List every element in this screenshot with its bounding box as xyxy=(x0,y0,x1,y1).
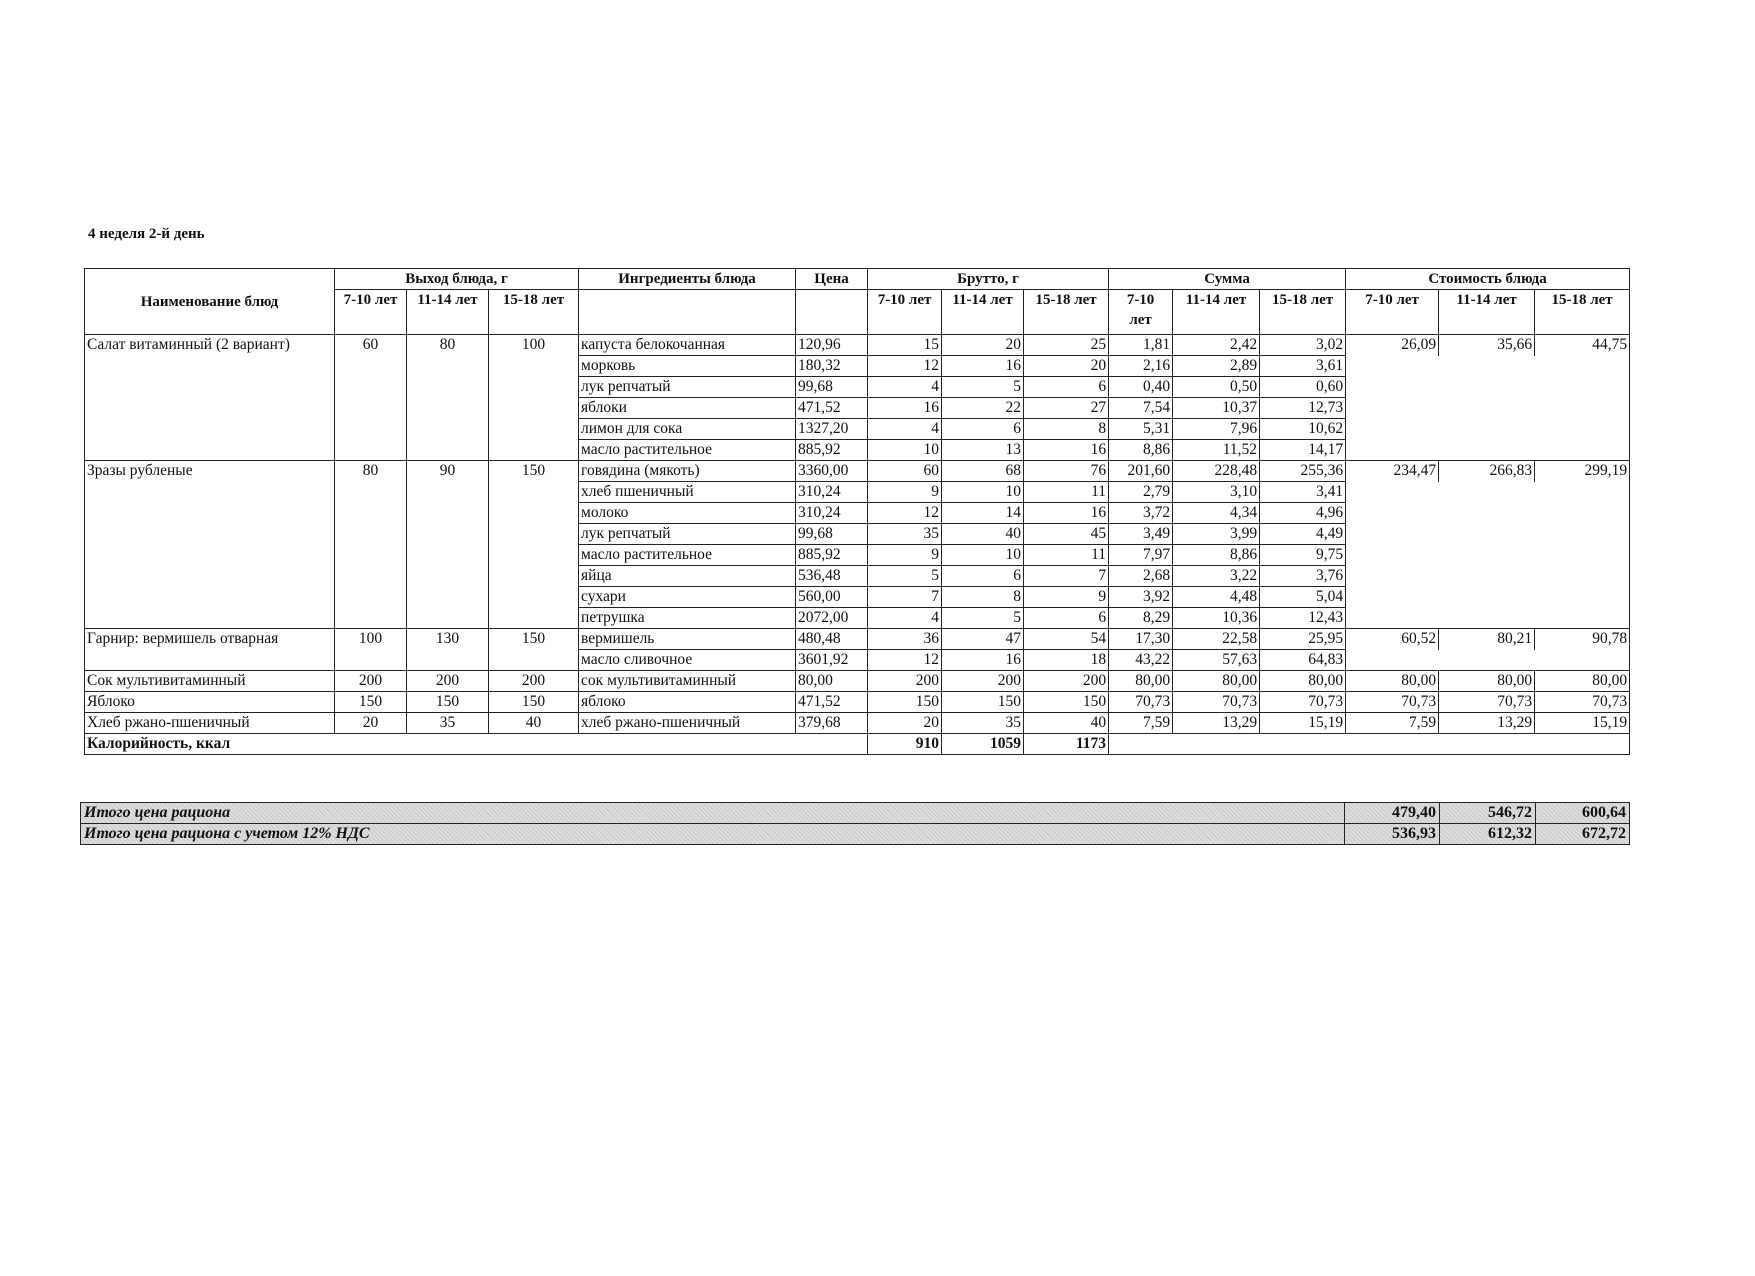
brutto-age2: 8 xyxy=(942,587,1024,608)
brutto-age1: 35 xyxy=(868,524,942,545)
ingredient-name: сухари xyxy=(579,587,796,608)
dish-cost-age1: 7,59 xyxy=(1346,713,1439,734)
ingredient-price: 3360,00 xyxy=(796,461,868,482)
dish-cost-age3: 80,00 xyxy=(1535,671,1630,692)
dish-row xyxy=(85,692,1630,713)
sum-age3: 10,62 xyxy=(1260,419,1346,440)
brutto-age1: 16 xyxy=(868,398,942,419)
sum-age1: 2,68 xyxy=(1109,566,1173,587)
sum-age2: 2,42 xyxy=(1173,335,1260,356)
dish-output-age2: 200 xyxy=(407,671,489,692)
sum-age1: 3,49 xyxy=(1109,524,1173,545)
brutto-age3: 7 xyxy=(1024,566,1109,587)
dish-cost-age2: 80,21 xyxy=(1439,629,1535,650)
ingredient-name: лук репчатый xyxy=(579,524,796,545)
brutto-age3: 6 xyxy=(1024,608,1109,629)
sum-age3: 9,75 xyxy=(1260,545,1346,566)
brutto-age2: 6 xyxy=(942,566,1024,587)
sum-age3: 3,76 xyxy=(1260,566,1346,587)
ingredient-name: яблоки xyxy=(579,398,796,419)
dish-output-age2: 90 xyxy=(407,461,489,629)
sum-age2: 13,29 xyxy=(1173,713,1260,734)
col-header-cost-age1: 7-10 лет xyxy=(1346,290,1439,335)
sum-age3: 3,61 xyxy=(1260,356,1346,377)
brutto-age2: 14 xyxy=(942,503,1024,524)
total-vat-age1: 536,93 xyxy=(1345,824,1440,845)
dish-output-age1: 80 xyxy=(335,461,407,629)
brutto-age3: 150 xyxy=(1024,692,1109,713)
header-row-groups xyxy=(85,269,1630,290)
brutto-age2: 13 xyxy=(942,440,1024,461)
dish-cost-age2: 13,29 xyxy=(1439,713,1535,734)
brutto-age3: 11 xyxy=(1024,482,1109,503)
ingredient-name: яйца xyxy=(579,566,796,587)
sum-age3: 3,41 xyxy=(1260,482,1346,503)
sum-age3: 64,83 xyxy=(1260,650,1346,671)
col-header-cost-age3: 15-18 лет xyxy=(1535,290,1630,335)
dish-cost-age3: 90,78 xyxy=(1535,629,1630,650)
dish-name: Сок мультивитаминный xyxy=(85,671,335,692)
col-group-output: Выход блюда, г xyxy=(335,269,579,290)
ingredient-price: 536,48 xyxy=(796,566,868,587)
brutto-age2: 40 xyxy=(942,524,1024,545)
sum-age3: 25,95 xyxy=(1260,629,1346,650)
col-header-price-blank xyxy=(796,290,868,335)
brutto-age1: 150 xyxy=(868,692,942,713)
sum-age2: 70,73 xyxy=(1173,692,1260,713)
ingredient-price: 99,68 xyxy=(796,524,868,545)
sum-age2: 3,99 xyxy=(1173,524,1260,545)
calories-row xyxy=(85,734,1630,755)
ingredient-price: 3601,92 xyxy=(796,650,868,671)
brutto-age1: 36 xyxy=(868,629,942,650)
total-age2: 546,72 xyxy=(1440,803,1536,824)
ingredient-price: 1327,20 xyxy=(796,419,868,440)
brutto-age3: 54 xyxy=(1024,629,1109,650)
dish-output-age3: 150 xyxy=(489,461,579,629)
sum-age2: 22,58 xyxy=(1173,629,1260,650)
brutto-age2: 10 xyxy=(942,482,1024,503)
dish-name: Салат витаминный (2 вариант) xyxy=(85,335,335,461)
col-header-sum-age1-line2: лет xyxy=(1129,312,1152,328)
brutto-age3: 45 xyxy=(1024,524,1109,545)
ingredient-name: масло растительное xyxy=(579,545,796,566)
sum-age2: 7,96 xyxy=(1173,419,1260,440)
col-header-brutto-age2: 11-14 лет xyxy=(942,290,1024,335)
col-header-output-age3: 15-18 лет xyxy=(489,290,579,335)
ingredient-price: 120,96 xyxy=(796,335,868,356)
dish-output-age2: 80 xyxy=(407,335,489,461)
brutto-age1: 9 xyxy=(868,545,942,566)
col-group-cost: Стоимость блюда xyxy=(1346,269,1630,290)
ingredient-name: лук репчатый xyxy=(579,377,796,398)
brutto-age1: 200 xyxy=(868,671,942,692)
dish-output-age1: 200 xyxy=(335,671,407,692)
dish-cost-blank xyxy=(1346,650,1630,671)
brutto-age2: 47 xyxy=(942,629,1024,650)
sum-age2: 4,48 xyxy=(1173,587,1260,608)
dish-output-age1: 60 xyxy=(335,335,407,461)
sum-age1: 8,29 xyxy=(1109,608,1173,629)
col-header-brutto-age3: 15-18 лет xyxy=(1024,290,1109,335)
brutto-age2: 150 xyxy=(942,692,1024,713)
dish-output-age1: 20 xyxy=(335,713,407,734)
dish-output-age1: 100 xyxy=(335,629,407,671)
ingredient-name: масло сливочное xyxy=(579,650,796,671)
dish-row xyxy=(85,713,1630,734)
brutto-age3: 18 xyxy=(1024,650,1109,671)
sum-age2: 8,86 xyxy=(1173,545,1260,566)
ingredient-price: 379,68 xyxy=(796,713,868,734)
ingredient-name: говядина (мякоть) xyxy=(579,461,796,482)
ingredient-price: 471,52 xyxy=(796,398,868,419)
brutto-age1: 20 xyxy=(868,713,942,734)
ingredient-name: петрушка xyxy=(579,608,796,629)
brutto-age1: 9 xyxy=(868,482,942,503)
page-title: 4 неделя 2-й день xyxy=(88,226,205,242)
dish-row xyxy=(85,461,1630,482)
sum-age3: 70,73 xyxy=(1260,692,1346,713)
calories-blank xyxy=(1109,734,1630,755)
sum-age1: 7,59 xyxy=(1109,713,1173,734)
sum-age1: 43,22 xyxy=(1109,650,1173,671)
col-group-brutto: Брутто, г xyxy=(868,269,1109,290)
total-age3: 600,64 xyxy=(1536,803,1630,824)
col-header-output-age2: 11-14 лет xyxy=(407,290,489,335)
ingredient-price: 885,92 xyxy=(796,545,868,566)
brutto-age2: 5 xyxy=(942,608,1024,629)
ingredient-name: лимон для сока xyxy=(579,419,796,440)
ingredient-name: яблоко xyxy=(579,692,796,713)
dish-output-age3: 200 xyxy=(489,671,579,692)
total-vat-age3: 672,72 xyxy=(1536,824,1630,845)
dish-cost-age2: 70,73 xyxy=(1439,692,1535,713)
sum-age2: 3,22 xyxy=(1173,566,1260,587)
sum-age3: 12,43 xyxy=(1260,608,1346,629)
brutto-age3: 40 xyxy=(1024,713,1109,734)
ingredient-name: морковь xyxy=(579,356,796,377)
sum-age1: 7,97 xyxy=(1109,545,1173,566)
sum-age3: 15,19 xyxy=(1260,713,1346,734)
dish-cost-age3: 70,73 xyxy=(1535,692,1630,713)
sum-age1: 3,92 xyxy=(1109,587,1173,608)
dish-name: Гарнир: вермишель отварная xyxy=(85,629,335,671)
total-age1: 479,40 xyxy=(1345,803,1440,824)
dish-row xyxy=(85,671,1630,692)
sum-age1: 7,54 xyxy=(1109,398,1173,419)
ingredient-name: хлеб ржано-пшеничный xyxy=(579,713,796,734)
calories-age2: 1059 xyxy=(942,734,1024,755)
sum-age1: 3,72 xyxy=(1109,503,1173,524)
col-header-sum-age2: 11-14 лет xyxy=(1173,290,1260,335)
dish-cost-age2: 266,83 xyxy=(1439,461,1535,482)
ingredient-price: 2072,00 xyxy=(796,608,868,629)
ingredient-name: сок мультивитаминный xyxy=(579,671,796,692)
sum-age1: 2,79 xyxy=(1109,482,1173,503)
dish-cost-blank xyxy=(1346,356,1630,461)
sum-age1: 5,31 xyxy=(1109,419,1173,440)
brutto-age2: 22 xyxy=(942,398,1024,419)
dish-cost-blank xyxy=(1346,482,1630,629)
col-header-sum-age3: 15-18 лет xyxy=(1260,290,1346,335)
ingredient-price: 471,52 xyxy=(796,692,868,713)
sum-age2: 57,63 xyxy=(1173,650,1260,671)
ingredient-price: 885,92 xyxy=(796,440,868,461)
brutto-age3: 200 xyxy=(1024,671,1109,692)
brutto-age1: 7 xyxy=(868,587,942,608)
brutto-age3: 76 xyxy=(1024,461,1109,482)
brutto-age3: 9 xyxy=(1024,587,1109,608)
sum-age1: 2,16 xyxy=(1109,356,1173,377)
brutto-age3: 27 xyxy=(1024,398,1109,419)
sum-age3: 3,02 xyxy=(1260,335,1346,356)
sum-age1: 201,60 xyxy=(1109,461,1173,482)
sum-age3: 0,60 xyxy=(1260,377,1346,398)
total-row xyxy=(81,803,1630,824)
sum-age2: 80,00 xyxy=(1173,671,1260,692)
dish-output-age3: 150 xyxy=(489,692,579,713)
sum-age3: 255,36 xyxy=(1260,461,1346,482)
dish-output-age3: 40 xyxy=(489,713,579,734)
brutto-age1: 15 xyxy=(868,335,942,356)
ingredient-price: 310,24 xyxy=(796,503,868,524)
sum-age1: 17,30 xyxy=(1109,629,1173,650)
ingredient-price: 99,68 xyxy=(796,377,868,398)
menu-body xyxy=(85,335,1630,734)
dish-cost-age1: 80,00 xyxy=(1346,671,1439,692)
sum-age1: 1,81 xyxy=(1109,335,1173,356)
brutto-age2: 10 xyxy=(942,545,1024,566)
total-label: Итого цена рациона xyxy=(81,803,1345,824)
brutto-age3: 20 xyxy=(1024,356,1109,377)
dish-output-age1: 150 xyxy=(335,692,407,713)
sum-age2: 228,48 xyxy=(1173,461,1260,482)
col-header-price: Цена xyxy=(796,269,868,290)
sum-age2: 3,10 xyxy=(1173,482,1260,503)
dish-output-age2: 35 xyxy=(407,713,489,734)
brutto-age1: 4 xyxy=(868,377,942,398)
dish-output-age3: 100 xyxy=(489,335,579,461)
brutto-age3: 11 xyxy=(1024,545,1109,566)
dish-cost-age3: 15,19 xyxy=(1535,713,1630,734)
col-group-sum: Сумма xyxy=(1109,269,1346,290)
sum-age1: 70,73 xyxy=(1109,692,1173,713)
dish-row xyxy=(85,335,1630,356)
brutto-age2: 68 xyxy=(942,461,1024,482)
calories-age1: 910 xyxy=(868,734,942,755)
brutto-age1: 4 xyxy=(868,419,942,440)
brutto-age1: 5 xyxy=(868,566,942,587)
sum-age3: 5,04 xyxy=(1260,587,1346,608)
ingredient-name: масло растительное xyxy=(579,440,796,461)
col-header-sum-age1 xyxy=(1109,290,1173,335)
dish-row xyxy=(85,629,1630,650)
dish-output-age3: 150 xyxy=(489,629,579,671)
col-header-sum-age1-line1: 7-10 xyxy=(1126,292,1155,308)
ingredient-name: хлеб пшеничный xyxy=(579,482,796,503)
brutto-age1: 60 xyxy=(868,461,942,482)
dish-cost-age2: 35,66 xyxy=(1439,335,1535,356)
brutto-age1: 12 xyxy=(868,356,942,377)
brutto-age1: 4 xyxy=(868,608,942,629)
col-header-ingredients: Ингредиенты блюда xyxy=(579,269,796,290)
brutto-age2: 200 xyxy=(942,671,1024,692)
total-vat-label: Итого цена рациона с учетом 12% НДС xyxy=(81,824,1345,845)
total-vat-age2: 612,32 xyxy=(1440,824,1536,845)
sum-age3: 4,49 xyxy=(1260,524,1346,545)
sum-age3: 14,17 xyxy=(1260,440,1346,461)
dish-name: Зразы рубленые xyxy=(85,461,335,629)
brutto-age1: 12 xyxy=(868,650,942,671)
sum-age1: 8,86 xyxy=(1109,440,1173,461)
col-header-name: Наименование блюд xyxy=(85,269,335,335)
dish-cost-age1: 70,73 xyxy=(1346,692,1439,713)
ingredient-price: 480,48 xyxy=(796,629,868,650)
ingredient-price: 180,32 xyxy=(796,356,868,377)
sum-age3: 12,73 xyxy=(1260,398,1346,419)
sum-age3: 80,00 xyxy=(1260,671,1346,692)
brutto-age2: 16 xyxy=(942,650,1024,671)
dish-cost-age2: 80,00 xyxy=(1439,671,1535,692)
brutto-age2: 20 xyxy=(942,335,1024,356)
ingredient-name: молоко xyxy=(579,503,796,524)
sum-age2: 10,36 xyxy=(1173,608,1260,629)
totals-table xyxy=(80,802,1630,845)
menu-table xyxy=(84,268,1630,755)
brutto-age2: 6 xyxy=(942,419,1024,440)
dish-name: Яблоко xyxy=(85,692,335,713)
brutto-age3: 16 xyxy=(1024,440,1109,461)
brutto-age2: 16 xyxy=(942,356,1024,377)
col-header-cost-age2: 11-14 лет xyxy=(1439,290,1535,335)
sum-age1: 80,00 xyxy=(1109,671,1173,692)
dish-cost-age1: 26,09 xyxy=(1346,335,1439,356)
sum-age2: 11,52 xyxy=(1173,440,1260,461)
col-header-ingredients-blank xyxy=(579,290,796,335)
dish-cost-age1: 60,52 xyxy=(1346,629,1439,650)
calories-label: Калорийность, ккал xyxy=(85,734,868,755)
dish-output-age2: 130 xyxy=(407,629,489,671)
col-header-output-age1: 7-10 лет xyxy=(335,290,407,335)
ingredient-price: 80,00 xyxy=(796,671,868,692)
brutto-age3: 6 xyxy=(1024,377,1109,398)
ingredient-name: вермишель xyxy=(579,629,796,650)
dish-name: Хлеб ржано-пшеничный xyxy=(85,713,335,734)
calories-age3: 1173 xyxy=(1024,734,1109,755)
ingredient-price: 310,24 xyxy=(796,482,868,503)
ingredient-name: капуста белокочанная xyxy=(579,335,796,356)
ingredient-price: 560,00 xyxy=(796,587,868,608)
dish-cost-age3: 44,75 xyxy=(1535,335,1630,356)
sum-age2: 10,37 xyxy=(1173,398,1260,419)
col-header-brutto-age1: 7-10 лет xyxy=(868,290,942,335)
dish-cost-age3: 299,19 xyxy=(1535,461,1630,482)
brutto-age1: 12 xyxy=(868,503,942,524)
sum-age2: 4,34 xyxy=(1173,503,1260,524)
sum-age2: 2,89 xyxy=(1173,356,1260,377)
sum-age3: 4,96 xyxy=(1260,503,1346,524)
dish-output-age2: 150 xyxy=(407,692,489,713)
brutto-age1: 10 xyxy=(868,440,942,461)
dish-cost-age1: 234,47 xyxy=(1346,461,1439,482)
sum-age2: 0,50 xyxy=(1173,377,1260,398)
brutto-age3: 16 xyxy=(1024,503,1109,524)
total-vat-row xyxy=(81,824,1630,845)
sum-age1: 0,40 xyxy=(1109,377,1173,398)
brutto-age2: 35 xyxy=(942,713,1024,734)
brutto-age2: 5 xyxy=(942,377,1024,398)
brutto-age3: 8 xyxy=(1024,419,1109,440)
brutto-age3: 25 xyxy=(1024,335,1109,356)
